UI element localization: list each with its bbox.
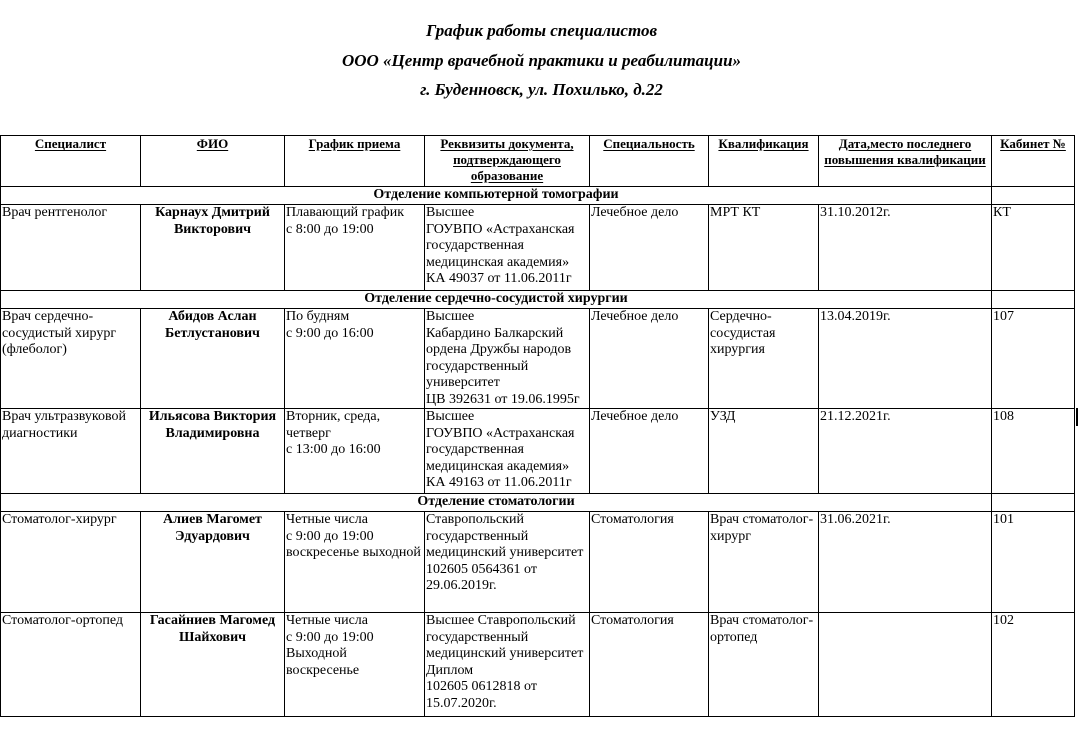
header-cell: Специальность	[590, 136, 709, 187]
qualification-cell: УЗД	[709, 409, 819, 494]
qualification-cell: МРТ КТ	[709, 205, 819, 291]
date-cell: 13.04.2019г.	[819, 309, 992, 409]
fio-cell: Гасайниев Магомед Шайхович	[141, 613, 285, 717]
title-line-3: г. Буденновск, ул. Похилько, д.22	[420, 80, 663, 99]
document-title	[0, 16, 1083, 105]
schedule-table	[0, 135, 1075, 717]
cabinet-cell: 102	[992, 613, 1075, 717]
specialty-cell: Стоматология	[590, 512, 709, 613]
specialist-cell: Стоматолог-ортопед	[1, 613, 141, 717]
qualification-cell: Врач стоматолог-ортопед	[709, 613, 819, 717]
date-cell: 31.10.2012г.	[819, 205, 992, 291]
table-row	[1, 512, 1075, 613]
header-cell: Квалификация	[709, 136, 819, 187]
specialty-cell: Лечебное дело	[590, 309, 709, 409]
table-row	[1, 613, 1075, 717]
cabinet-cell: КТ	[992, 205, 1075, 291]
specialist-cell: Врач рентгенолог	[1, 205, 141, 291]
specialty-cell: Лечебное дело	[590, 409, 709, 494]
header-cell: Кабинет №	[992, 136, 1075, 187]
title-line-2: ООО «Центр врачебной практики и реабилитации»	[341, 50, 742, 70]
header-cell: ФИО	[141, 136, 285, 187]
specialist-cell: Врач ультразвуковой диагностики	[1, 409, 141, 494]
section-title: Отделение сердечно-сосудистой хирургии	[1, 291, 992, 309]
fio-cell: Абидов Аслан Бетлустанович	[141, 309, 285, 409]
table-row	[1, 409, 1075, 494]
section-blank-cell	[992, 494, 1075, 512]
specialist-cell: Врач сердечно-сосудистый хирург (флеболог)	[1, 309, 141, 409]
date-cell: 31.06.2021г.	[819, 512, 992, 613]
section-blank-cell	[992, 187, 1075, 205]
fio-cell: Карнаух Дмитрий Викторович	[141, 205, 285, 291]
cabinet-cell: 101	[992, 512, 1075, 613]
date-cell	[819, 613, 992, 717]
header-cell: График приема	[285, 136, 425, 187]
section-title: Отделение стоматологии	[1, 494, 992, 512]
document-cell: Ставропольский государственный медицинский университет 102605 0564361 от 29.06.2019г.	[425, 512, 590, 613]
section-blank-cell	[992, 291, 1075, 309]
specialty-cell: Стоматология	[590, 613, 709, 717]
specialty-cell: Лечебное дело	[590, 205, 709, 291]
text-cursor	[1076, 408, 1078, 426]
cabinet-cell: 108	[992, 409, 1075, 494]
table-row	[1, 309, 1075, 409]
schedule-cell: Четные числа с 9:00 до 19:00 воскресенье выходной	[285, 512, 425, 613]
header-cell: Дата,место последнего повышения квалификации	[819, 136, 992, 187]
schedule-cell: Вторник, среда, четверг с 13:00 до 16:00	[285, 409, 425, 494]
fio-cell: Алиев Магомет Эдуардович	[141, 512, 285, 613]
document-cell: Высшее ГОУВПО «Астраханская государственная медицинская академия» КА 49163 от 11.06.2011г	[425, 409, 590, 494]
qualification-cell: Сердечно-сосудистая хирургия	[709, 309, 819, 409]
header-cell: Реквизиты документа, подтверждающего образование	[425, 136, 590, 187]
document-cell: Высшее Ставропольский государственный медицинский университет Диплом 102605 0612818 от 15.07.2020г.	[425, 613, 590, 717]
date-cell: 21.12.2021г.	[819, 409, 992, 494]
title-line-1: График работы специалистов	[425, 21, 658, 40]
section-row	[1, 291, 1075, 309]
section-row	[1, 494, 1075, 512]
qualification-cell: Врач стоматолог-хирург	[709, 512, 819, 613]
schedule-cell: По будням с 9:00 до 16:00	[285, 309, 425, 409]
schedule-cell: Плавающий график с 8:00 до 19:00	[285, 205, 425, 291]
specialist-cell: Стоматолог-хирург	[1, 512, 141, 613]
section-row	[1, 187, 1075, 205]
document-cell: Высшее Кабардино Балкарский ордена Дружбы народов государственный университет ЦВ 392631 от 19.06.1995г	[425, 309, 590, 409]
header-cell: Специалист	[1, 136, 141, 187]
fio-cell: Ильясова Виктория Владимировна	[141, 409, 285, 494]
table-row	[1, 205, 1075, 291]
cabinet-cell: 107	[992, 309, 1075, 409]
header-row	[1, 136, 1075, 187]
schedule-cell: Четные числа с 9:00 до 19:00 Выходной воскресенье	[285, 613, 425, 717]
section-title: Отделение компьютерной томографии	[1, 187, 992, 205]
document-cell: Высшее ГОУВПО «Астраханская государственная медицинская академия» КА 49037 от 11.06.2011г	[425, 205, 590, 291]
